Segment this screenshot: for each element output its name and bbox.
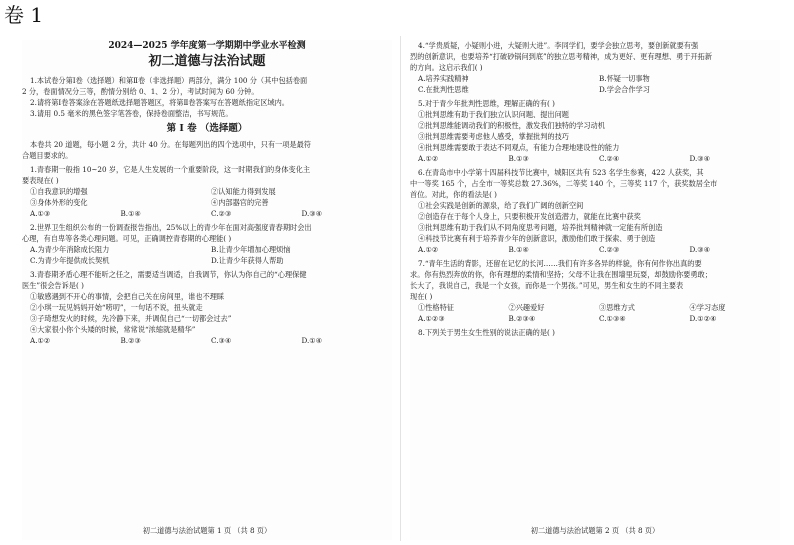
instruction-line: 1.本试卷分第Ⅰ卷（选择题）和第Ⅱ卷（非选择题）两部分，满分 100 分（其中包括卷面 xyxy=(30,76,308,85)
question-stem: 8.下列关于男生女生性别的说法正确的是( ) xyxy=(418,328,555,337)
choice-item: ④科技节比赛有利于培养青少年的创新意识，激励他们敢于探索、勇于创造 xyxy=(418,234,656,243)
instructions xyxy=(22,75,392,119)
question-stem: 心理，有自卑等各类心理问题。可见，正确调控青春期的心理能( ) xyxy=(22,234,232,243)
answer-row xyxy=(22,208,392,219)
exam-heading: 2024—2025 学年度第一学期期中学业水平检测 xyxy=(108,41,306,51)
page-footer: 初二道德与法治试题第 2 页 （共 8 页） xyxy=(530,526,660,535)
answer-option: D.学会合作学习 xyxy=(599,85,650,94)
answer-option: D.①②④ xyxy=(689,314,717,323)
choice-item: ①敏感遇到不开心的事情，会把自己关在房间里，谁也不理睬 xyxy=(30,292,225,301)
answer-option: B.①④ xyxy=(508,245,529,254)
choice-item: ②认知能力得到发展 xyxy=(211,187,276,196)
question-stem: 要表现在( ) xyxy=(22,176,59,185)
answer-option: C.②③ xyxy=(599,245,620,254)
choice-item: ③思维方式 xyxy=(599,303,635,312)
choice-item: ④学习态度 xyxy=(689,303,726,312)
question-stem: 烈的创新意识，也要培养“打破砂锅问到底”的独立思考精神，成为更好、更有理想、勇于开拓新 xyxy=(410,52,713,61)
answer-option: A.①②③ xyxy=(418,314,445,323)
answer-option: D.让青少年获得人帮助 xyxy=(211,256,284,265)
answer-option: B.①④ xyxy=(120,209,141,218)
choice-row xyxy=(410,302,780,313)
question-stem: 首位。对此，你的看法是( ) xyxy=(410,190,497,199)
answer-option: D.①④ xyxy=(301,336,323,345)
question-8 xyxy=(410,327,780,338)
question-6 xyxy=(410,167,780,255)
question-stem: 长大了，我说自己，我是一个女孩，而你是一个男孩。”可见，男生和女生的不同主要表 xyxy=(410,281,684,290)
question-stem: 7.“青年生活的背影，还留在记忆的长河……我们有许多各异的样貌，你有何作你出真的要 xyxy=(418,259,702,268)
volume-label: 卷 1 xyxy=(4,3,44,27)
question-7 xyxy=(410,258,780,324)
question-stem: 现在( ) xyxy=(410,292,433,301)
choice-item: ①自我意识的增强 xyxy=(30,187,88,196)
answer-option: C.为青少年提供成长契机 xyxy=(30,256,110,265)
answer-row xyxy=(22,255,392,266)
question-stem: 4.“学贵质疑，小疑则小进，大疑则大进”。李同学们，要学会独立思考，要创新就要有强 xyxy=(418,41,699,50)
question-stem: 的方向。这启示我们( ) xyxy=(410,63,483,72)
choice-item: ②小琪一玩见妈妈开始“唠叨”，一句话不说，扭头就走 xyxy=(30,303,203,312)
choice-item: ①批判思维有助于我们独立认识问题、提出问题 xyxy=(418,110,569,119)
section-intro-line: 本卷共 20 道题，每小题 2 分，共计 40 分。在每题列出的四个选项中，只有一项是最符 xyxy=(30,140,311,149)
question-stem: 中一等奖 165 个，占全市一等奖总数 27.36%，二等奖 140 个，三等奖 117 个，获奖数居全市 xyxy=(410,179,718,188)
choice-row xyxy=(22,197,392,208)
instruction-line: 2 分，卷面情况分三等，酌情分别给 0、1、2 分），考试时间为 60 分钟。 xyxy=(22,87,259,96)
answer-row xyxy=(410,73,780,84)
choice-item: ①社会实践是创新的源泉，给了我们广阔的创新空间 xyxy=(418,201,584,210)
answer-option: B.①③ xyxy=(508,154,529,163)
instruction-line: 2.请将第Ⅰ卷答案涂在答题纸选择题答题区，将第Ⅱ卷答案写在答题纸指定区域内。 xyxy=(30,98,289,107)
answer-option: D.③④ xyxy=(689,154,711,163)
answer-row xyxy=(410,84,780,95)
choice-item: ③子琦想发火的时候，先冷静下来，并调侃自己“一切都会过去” xyxy=(30,314,232,323)
answer-option: A.①③ xyxy=(30,209,51,218)
choice-row xyxy=(22,186,392,197)
answer-option: D.③④ xyxy=(689,245,711,254)
instruction-line: 3.请用 0.5 毫米的黑色签字笔答卷，保持卷面整洁，书写规范。 xyxy=(30,109,233,118)
answer-option: B.怀疑一切事物 xyxy=(599,74,650,83)
answer-row xyxy=(410,313,780,324)
question-5 xyxy=(410,98,780,164)
question-1 xyxy=(22,164,392,219)
question-stem: 5.对于青少年批判性思维，理解正确的有( ) xyxy=(418,99,555,108)
answer-row xyxy=(410,153,780,164)
answer-option: C.在批判性思维 xyxy=(418,85,469,94)
question-stem: 6.在青岛市中小学第十四届科技节比赛中，城阳区共有 523 名学生参赛，422 人获奖，其 xyxy=(418,168,704,177)
choice-item: ③身体外形的变化 xyxy=(30,198,88,207)
answer-option: D.③④ xyxy=(301,209,323,218)
choice-item: ③批判思维需要考虑他人感受，掌握批判的技巧 xyxy=(418,132,569,141)
question-stem: 求。你有热烈奔放的你，你有理想的柔情和坚持；父母不让我在围墙里玩耍，却鼓励你要勇敢； xyxy=(410,270,712,279)
answer-option: C.②④ xyxy=(599,154,620,163)
exam-title: 初二道德与法治试题 xyxy=(148,54,266,69)
question-stem: 3.青春期矛盾心理不能听之任之，需要适当调适，自我调节，你认为你自己的“心理保健 xyxy=(30,270,307,279)
exam-page-2 xyxy=(410,40,780,540)
answer-option: B.让青少年增加心理烦恼 xyxy=(211,245,291,254)
choice-item: ②兴趣爱好 xyxy=(508,303,545,312)
page-fold-divider xyxy=(400,36,401,541)
question-stem: 医生”很会告诉是( ) xyxy=(22,281,84,290)
section-intro-line: 合题目要求的。 xyxy=(22,151,73,160)
answer-option: A.培养实践精神 xyxy=(418,74,469,83)
choice-item: ④批判思维需要敢于表达不同观点，有能力合理地建设性的能力 xyxy=(418,143,620,152)
answer-option: A.①② xyxy=(30,336,51,345)
question-4 xyxy=(410,40,780,95)
choice-item: ④内部器官的完善 xyxy=(211,198,269,207)
answer-option: C.②③ xyxy=(211,209,232,218)
choice-item: ②创造存在于每个人身上，只要积极开发创造潜力，就能在比赛中获奖 xyxy=(418,212,641,221)
question-2 xyxy=(22,222,392,266)
exam-page-1 xyxy=(22,40,392,540)
question-stem: 1.青春期一般指 10~20 岁，它是人生发展的一个重要阶段，这一时期我们的身体变化主 xyxy=(30,165,311,174)
answer-row xyxy=(22,244,392,255)
question-stem: 2.世界卫生组织公布的一份调查报告指出，25%以上的青少年在面对高强度青春期时会出 xyxy=(30,223,312,232)
answer-option: A.①② xyxy=(418,245,439,254)
choice-item: ④大家很小你个头矮的时候，常常说“浓缩就是精华” xyxy=(30,325,196,334)
page-footer: 初二道德与法治试题第 1 页 （共 8 页） xyxy=(142,526,272,535)
answer-option: B.②③④ xyxy=(508,314,536,323)
answer-option: C.①③④ xyxy=(599,314,626,323)
question-3 xyxy=(22,269,392,346)
choice-item: ③批判思维有助于我们从不同角度思考问题，培养批判精神就一定能有所创造 xyxy=(418,223,663,232)
choice-item: ②批判思维能调动我们的积极性，激发我们独特的学习动机 xyxy=(418,121,605,130)
answer-option: A.为青少年消除成长阻力 xyxy=(30,245,110,254)
choice-item: ①性格特征 xyxy=(418,303,454,312)
answer-option: A.①② xyxy=(418,154,439,163)
answer-row xyxy=(410,244,780,255)
answer-option: C.③④ xyxy=(211,336,232,345)
answer-row xyxy=(22,335,392,346)
section-title: 第 Ⅰ 卷 （选择题） xyxy=(166,123,248,134)
answer-option: B.②③ xyxy=(120,336,141,345)
